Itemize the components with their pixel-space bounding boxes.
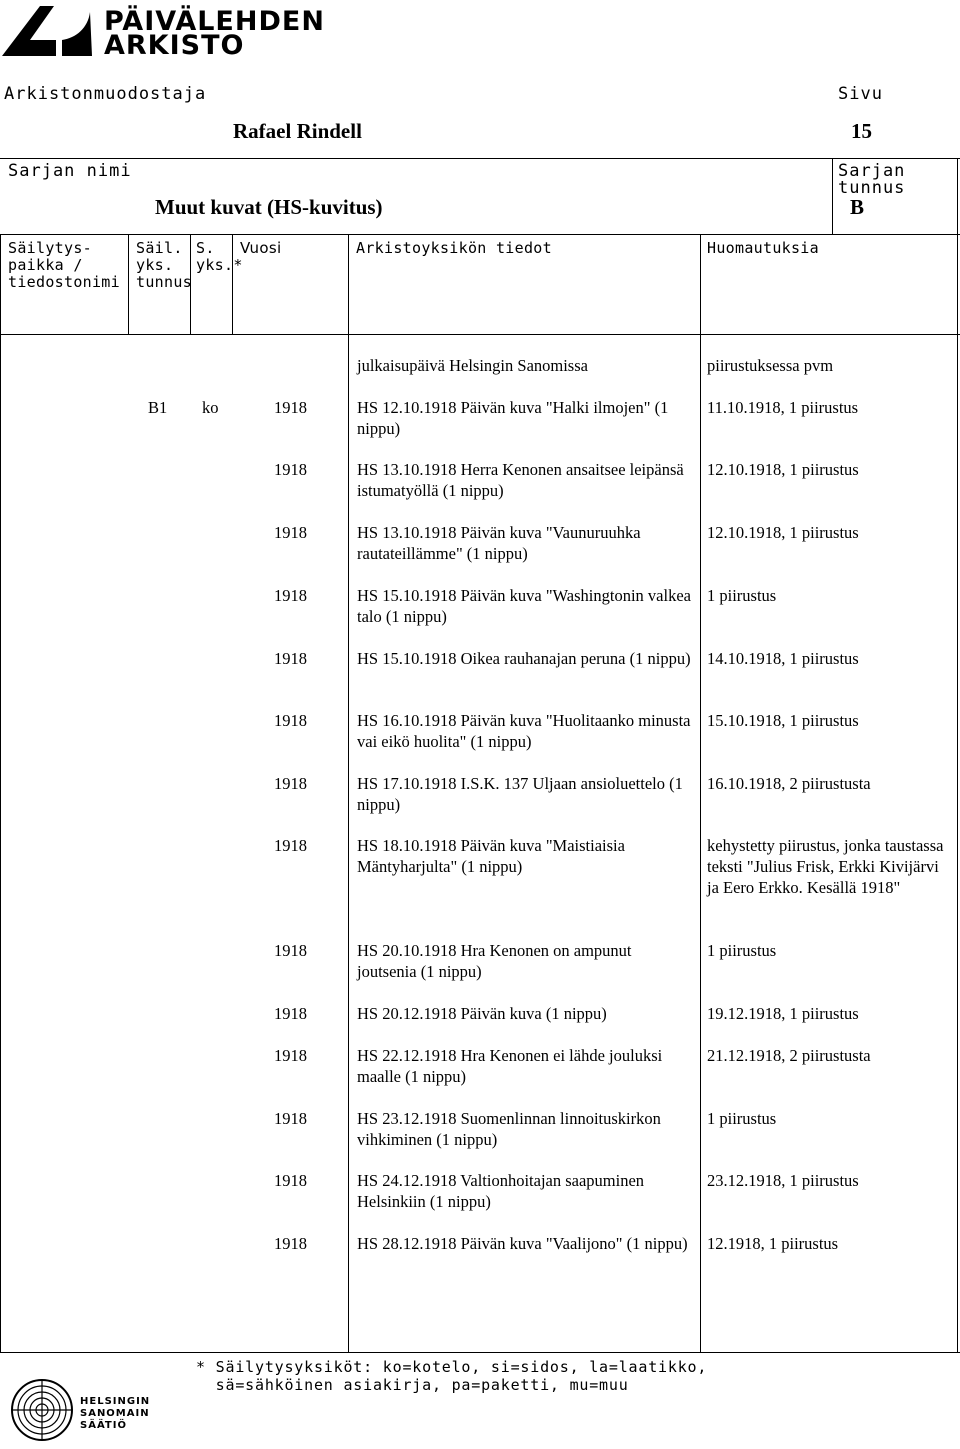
storage-unit-legend: * Säilytysyksiköt: ko=kotelo, si=sidos, la=laatikko, sä=sähköinen asiakirja, pa=paketti, mu=muu xyxy=(196,1358,708,1394)
col-header-vuosi: Vuosi xyxy=(240,239,282,257)
row-note: 1 piirustus xyxy=(707,1109,777,1128)
archive-logo-icon xyxy=(0,0,100,62)
row-year: 1918 xyxy=(274,1046,307,1065)
row-note: 14.10.1918, 1 piirustus xyxy=(707,649,859,668)
arkistonmuodostaja-value: Rafael Rindell xyxy=(233,119,362,143)
row-description: HS 15.10.1918 Päivän kuva "Washingtonin valkea talo (1 nippu) xyxy=(357,586,691,626)
sarjan-tunnus-divider xyxy=(832,158,833,234)
foundation-logo-line-2: SANOMAIN xyxy=(80,1408,150,1419)
row-year: 1918 xyxy=(274,836,307,855)
subheader-desc: julkaisupäivä Helsingin Sanomissa xyxy=(357,356,588,375)
col-header-s-yks: S. yks.* xyxy=(196,239,243,274)
row-description: HS 23.12.1918 Suomenlinnan linnoituskirkon vihkiminen (1 nippu) xyxy=(357,1109,661,1149)
sarjan-nimi-label: Sarjan nimi xyxy=(8,161,132,181)
table-header-border xyxy=(0,334,960,335)
arkistonmuodostaja-label: Arkistonmuodostaja xyxy=(4,84,207,104)
row-storage-unit: ko xyxy=(202,398,219,417)
row-note: 1 piirustus xyxy=(707,941,777,960)
divider-top xyxy=(0,158,960,159)
row-description: HS 12.10.1918 Päivän kuva "Halki ilmojen" (1 nippu) xyxy=(357,398,669,438)
table-bottom-border xyxy=(0,1352,960,1353)
sivu-label: Sivu xyxy=(838,84,883,104)
row-note: 19.12.1918, 1 piirustus xyxy=(707,1004,859,1023)
row-description: HS 22.12.1918 Hra Kenonen ei lähde jouluksi maalle (1 nippu) xyxy=(357,1046,663,1086)
row-year: 1918 xyxy=(274,941,307,960)
foundation-logo-line-3: SÄÄTIÖ xyxy=(80,1420,127,1431)
row-note: 12.10.1918, 1 piirustus xyxy=(707,460,859,479)
subheader-note: piirustuksessa pvm xyxy=(707,356,834,375)
col-divider-1 xyxy=(128,234,129,334)
table-left-border xyxy=(0,234,1,1353)
foundation-logo-icon xyxy=(10,1378,74,1442)
col-header-sailytyspaikka: Säilytys- paikka / tiedostonimi xyxy=(8,239,120,291)
row-description: HS 15.10.1918 Oikea rauhanajan peruna (1 nippu) xyxy=(357,649,691,668)
sarjan-tunnus-label: Sarjan tunnus xyxy=(838,161,906,198)
row-description: HS 20.10.1918 Hra Kenonen on ampunut joutsenia (1 nippu) xyxy=(357,941,632,981)
col-header-tiedot: Arkistoyksikön tiedot xyxy=(356,239,552,257)
row-year: 1918 xyxy=(274,649,307,668)
row-year: 1918 xyxy=(274,774,307,793)
row-description: HS 13.10.1918 Herra Kenonen ansaitsee leipänsä istumatyöllä (1 nippu) xyxy=(357,460,684,500)
row-description: HS 28.12.1918 Päivän kuva "Vaalijono" (1 nippu) xyxy=(357,1234,688,1253)
row-description: HS 13.10.1918 Päivän kuva "Vaunuruuhka rautateillämme" (1 nippu) xyxy=(357,523,641,563)
row-year: 1918 xyxy=(274,711,307,730)
row-note: 1 piirustus xyxy=(707,586,777,605)
row-location: B1 xyxy=(148,398,168,417)
row-description: HS 17.10.1918 I.S.K. 137 Uljaan ansioluettelo (1 nippu) xyxy=(357,774,683,814)
row-year: 1918 xyxy=(274,1109,307,1128)
row-description: HS 24.12.1918 Valtionhoitajan saapuminen Helsinkiin (1 nippu) xyxy=(357,1171,645,1211)
row-note: 12.1918, 1 piirustus xyxy=(707,1234,839,1253)
row-year: 1918 xyxy=(274,1004,307,1023)
row-note: 15.10.1918, 1 piirustus xyxy=(707,711,859,730)
row-year: 1918 xyxy=(274,460,307,479)
row-year: 1918 xyxy=(274,1234,307,1253)
row-description: HS 20.12.1918 Päivän kuva (1 nippu) xyxy=(357,1004,607,1023)
logo-line-1: PÄIVÄLEHDEN xyxy=(104,6,325,37)
sarjan-nimi-value: Muut kuvat (HS-kuvitus) xyxy=(155,195,383,219)
row-year: 1918 xyxy=(274,398,307,417)
row-description: HS 18.10.1918 Päivän kuva "Maistiaisia Mäntyharjulta" (1 nippu) xyxy=(357,836,625,876)
col-header-sail-tunnus: Säil. yks. tunnus xyxy=(136,239,192,291)
row-year: 1918 xyxy=(274,586,307,605)
logo-line-2: ARKISTO xyxy=(104,30,245,61)
col-divider-4 xyxy=(348,234,349,1353)
col-header-huomautuksia: Huomautuksia xyxy=(707,239,819,257)
row-year: 1918 xyxy=(274,1171,307,1190)
sarjan-tunnus-value: B xyxy=(850,195,865,219)
table-top-border xyxy=(0,234,960,235)
row-description: HS 16.10.1918 Päivän kuva "Huolitaanko minusta vai eikö huolita" (1 nippu) xyxy=(357,711,691,751)
table-right-border xyxy=(957,158,958,1353)
row-note: 12.10.1918, 1 piirustus xyxy=(707,523,859,542)
row-note: 16.10.1918, 2 piirustusta xyxy=(707,774,871,793)
col-divider-5 xyxy=(700,234,701,1353)
row-note: kehystetty piirustus, jonka taustassa teksti "Julius Frisk, Erkki Kivijärvi ja Eero Erkko. Kesällä 1918" xyxy=(707,836,944,897)
sivu-value: 15 xyxy=(851,119,872,143)
row-note: 23.12.1918, 1 piirustus xyxy=(707,1171,859,1190)
row-year: 1918 xyxy=(274,523,307,542)
row-note: 21.12.1918, 2 piirustusta xyxy=(707,1046,871,1065)
row-note: 11.10.1918, 1 piirustus xyxy=(707,398,859,417)
foundation-logo-line-1: HELSINGIN xyxy=(80,1396,151,1407)
